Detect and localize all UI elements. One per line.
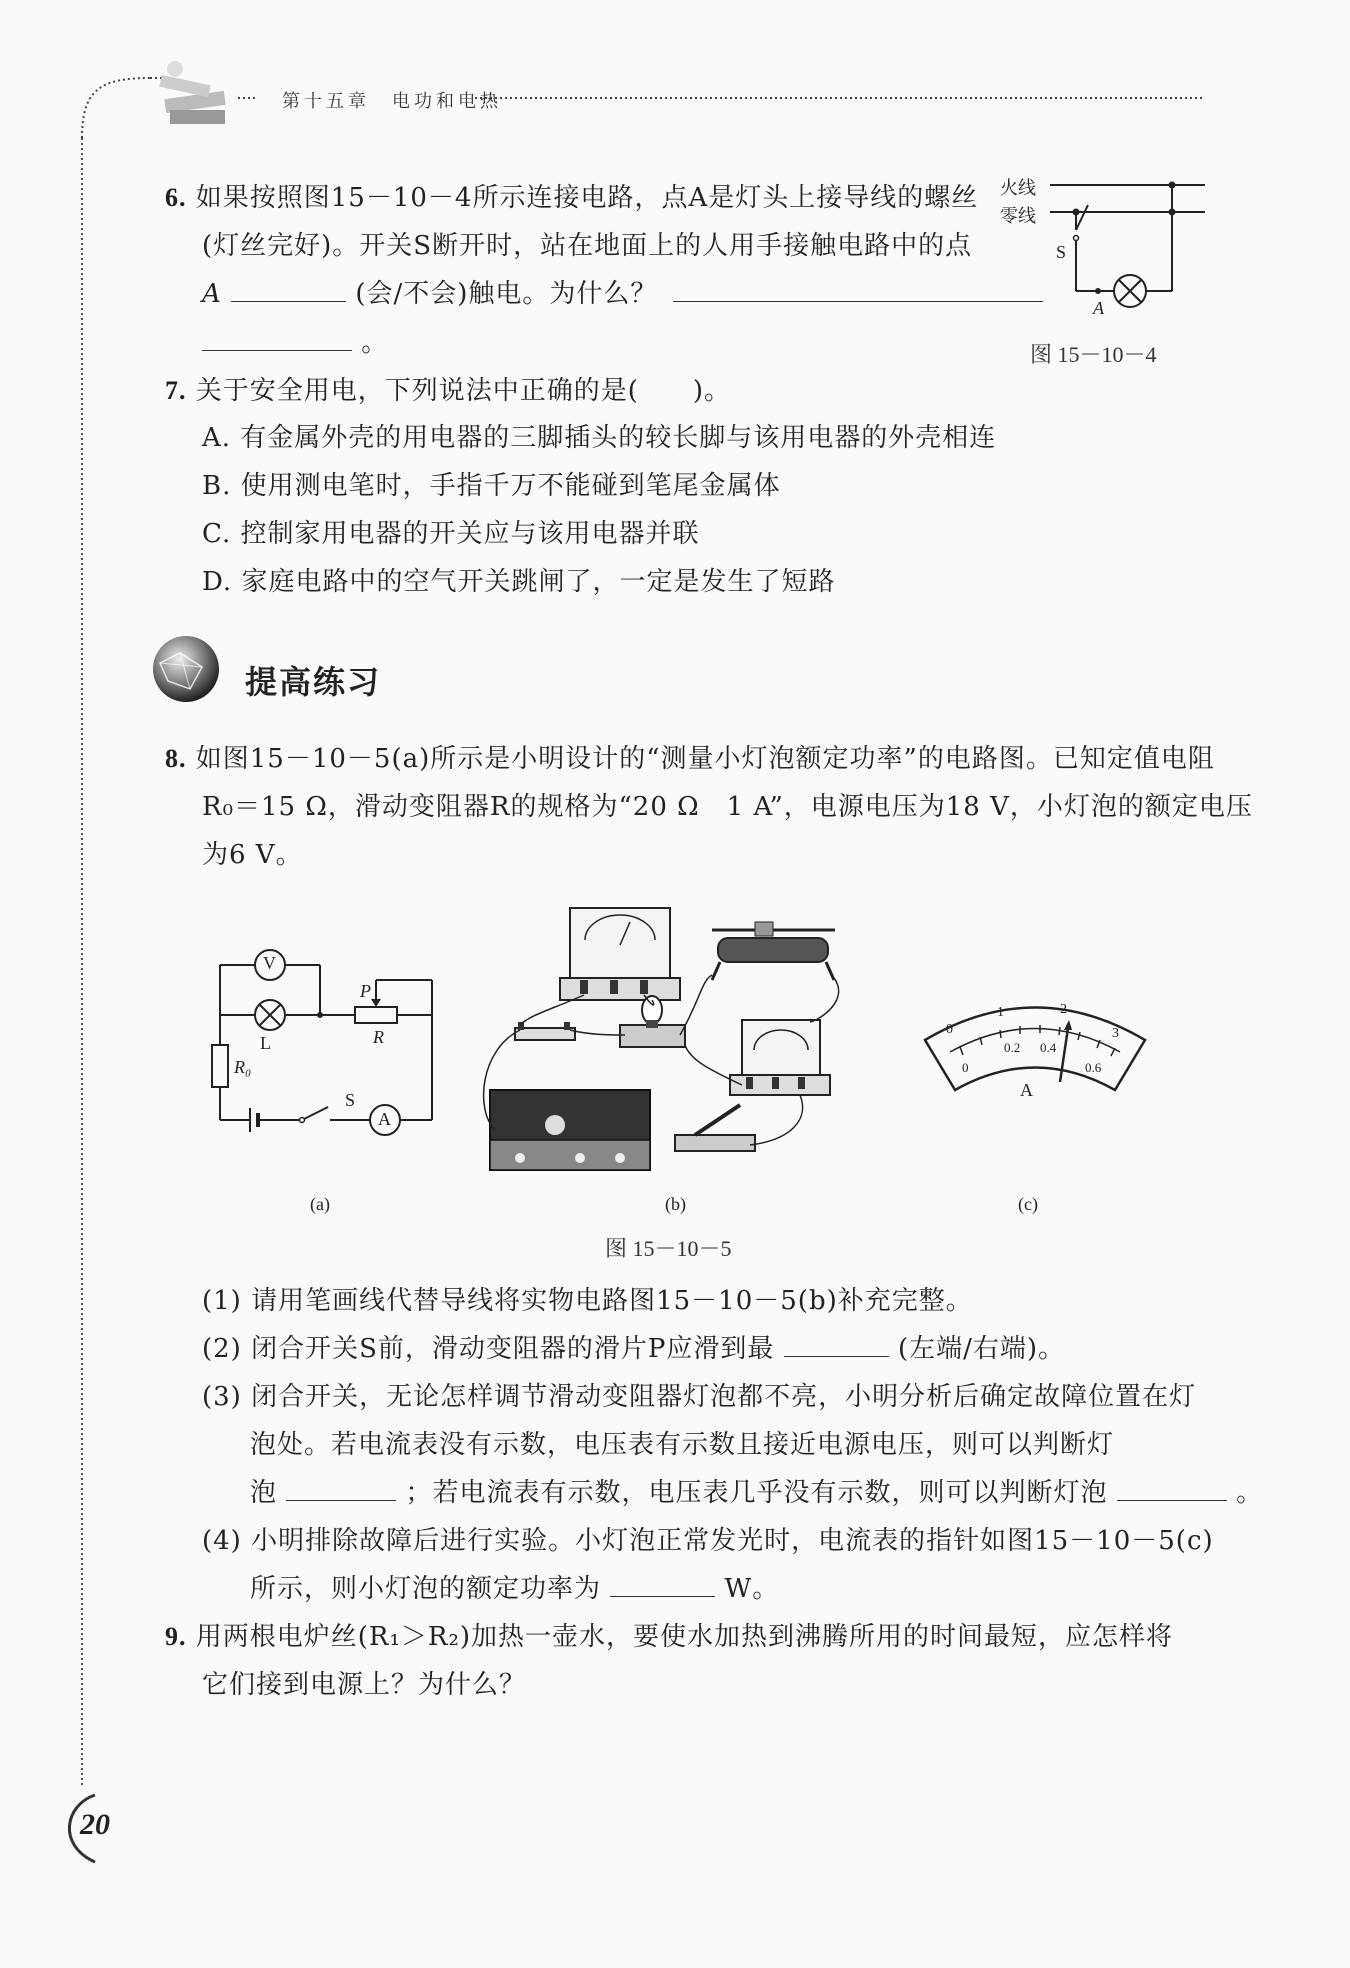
answer-blank[interactable] <box>610 1574 715 1597</box>
dial-tick-outer-0: 0 <box>946 1022 953 1037</box>
q8-line1: 如图15－10－5(a)所示是小明设计的“测量小灯泡额定功率”的电路图。已知定值电阻 <box>195 744 1215 774</box>
question-number: 9. <box>165 1622 187 1651</box>
switch-label: S <box>1056 242 1067 262</box>
figure-caption: 图 15－10－5 <box>605 1236 732 1261</box>
q7-stem: 关于安全用电，下列说法中正确的是( )。 <box>195 376 732 406</box>
apparatus-drawing <box>480 900 860 1190</box>
dial-tick-inner-0: 0 <box>962 1060 969 1075</box>
q6-line3: (会/不会)触电。为什么？ <box>355 279 658 309</box>
globe-icon <box>150 633 222 705</box>
section-title: 提高练习 <box>245 663 382 701</box>
lamp-device <box>620 996 685 1047</box>
switch-label: S <box>345 1090 356 1110</box>
ammeter-label: A <box>378 1109 391 1129</box>
q6-end: 。 <box>361 328 389 358</box>
answer-blank[interactable] <box>286 1478 396 1501</box>
answer-blank[interactable] <box>231 279 346 302</box>
meter-dial-drawing <box>920 990 1150 1110</box>
q8-sub3-text-c: 。 <box>1236 1478 1264 1508</box>
dial-unit-label: A <box>1020 1080 1033 1100</box>
page-number: 20 <box>80 1808 110 1841</box>
fire-line-label: 火线 <box>1000 178 1036 199</box>
q8-sub2-tail: (左端/右端)。 <box>897 1334 1065 1364</box>
q8-sub3-line1: (3) 闭合开关，无论怎样调节滑动变阻器灯泡都不亮，小明分析后确定故障位置在灯 <box>202 1382 1197 1412</box>
q8-sub4-line1: (4) 小明排除故障后进行实验。小灯泡正常发光时，电流表的指针如图15－10－5(c) <box>202 1526 1214 1556</box>
dial-tick-inner-3: 0.6 <box>1085 1060 1102 1075</box>
slider-label: P <box>360 981 371 1001</box>
answer-blank[interactable] <box>202 328 352 351</box>
q8-line2: R₀＝15 Ω，滑动变阻器R的规格为“20 Ω 1 A”，电源电压为18 V，小灯泡的额定电压 <box>202 792 1253 822</box>
ammeter-device <box>730 1020 830 1095</box>
question-number: 6. <box>165 183 187 212</box>
resistor-device <box>515 1022 575 1040</box>
q8-sub3-line2: 泡处。若电流表没有示数，电压表有示数且接近电源电压，则可以判断灯 <box>250 1430 1115 1460</box>
option-d[interactable]: D. 家庭电路中的空气开关跳闸了，一定是发生了短路 <box>202 567 836 597</box>
rheostat-label: R <box>373 1027 384 1047</box>
circuit-schematic <box>200 945 450 1145</box>
q8-sub1: (1) 请用笔画线代替导线将实物电路图15－10－5(b)补充完整。 <box>202 1286 973 1316</box>
q8-sub4-text: 所示，则小灯泡的额定功率为 <box>250 1574 602 1604</box>
zero-line-label: 零线 <box>1000 206 1036 227</box>
header-decoration <box>80 50 1210 140</box>
power-supply-device <box>490 1090 650 1170</box>
q6-line2: (灯丝完好)。开关S断开时，站在地面上的人用手接触电路中的点 <box>202 231 973 261</box>
question-number: 7. <box>165 376 187 405</box>
dial-tick-outer-3: 3 <box>1112 1026 1119 1041</box>
option-c[interactable]: C. 控制家用电器的开关应与该用电器并联 <box>202 519 700 549</box>
chapter-title: 第十五章 电功和电热 <box>282 91 502 112</box>
q8-line3: 为6 V。 <box>202 840 303 870</box>
option-a[interactable]: A. 有金属外壳的用电器的三脚插头的较长脚与该用电器的外壳相连 <box>202 423 997 453</box>
dial-tick-outer-1: 1 <box>997 1005 1004 1020</box>
voltmeter-device <box>560 908 680 1000</box>
dial-tick-inner-2: 0.4 <box>1040 1040 1057 1055</box>
figure-c-sublabel: (c) <box>1018 1194 1038 1214</box>
answer-blank[interactable] <box>673 279 1043 302</box>
dial-tick-outer-2: 2 <box>1060 1002 1067 1017</box>
q8-sub4-unit: W。 <box>724 1574 780 1604</box>
figure-a-sublabel: (a) <box>310 1194 330 1214</box>
switch-device <box>675 1105 755 1151</box>
resistor-r0-label: R₀ <box>234 1057 252 1077</box>
point-a-label: A <box>1093 298 1104 318</box>
q8-sub3-text-b: ；若电流表有示数，电压表几乎没有示数，则可以判断灯泡 <box>405 1478 1108 1508</box>
q6-point-a: A <box>202 279 222 309</box>
answer-blank[interactable] <box>784 1334 889 1357</box>
option-b[interactable]: B. 使用测电笔时，手指千万不能碰到笔尾金属体 <box>202 471 781 501</box>
question-number: 8. <box>165 744 187 773</box>
books-logo-icon <box>150 55 240 135</box>
q8-sub2-text: (2) 闭合开关S前，滑动变阻器的滑片P应滑到最 <box>202 1334 775 1364</box>
figure-a-circuit <box>200 945 450 1145</box>
answer-blank[interactable] <box>1117 1478 1227 1501</box>
q9-line1: 用两根电炉丝(R₁＞R₂)加热一壶水，要使水加热到沸腾所用的时间最短，应怎样将 <box>195 1622 1174 1652</box>
figure-b-apparatus <box>480 900 860 1190</box>
figure-b-sublabel: (b) <box>665 1194 686 1214</box>
figure-c-meter-dial <box>920 990 1150 1110</box>
dial-tick-inner-1: 0.2 <box>1004 1040 1021 1055</box>
q9-line2: 它们接到电源上？为什么？ <box>202 1670 527 1700</box>
figure-caption: 图 15－10－4 <box>1030 342 1157 367</box>
figure-15-10-4 <box>1000 170 1210 330</box>
margin-dotted-line <box>78 138 88 1788</box>
rheostat-device <box>712 922 835 980</box>
q6-line1: 如果按照图15－10－4所示连接电路，点A是灯头上接导线的螺丝 <box>195 183 979 213</box>
lamp-label: L <box>260 1033 271 1053</box>
q8-sub3-text-a: 泡 <box>250 1478 278 1508</box>
voltmeter-label: V <box>263 953 276 973</box>
